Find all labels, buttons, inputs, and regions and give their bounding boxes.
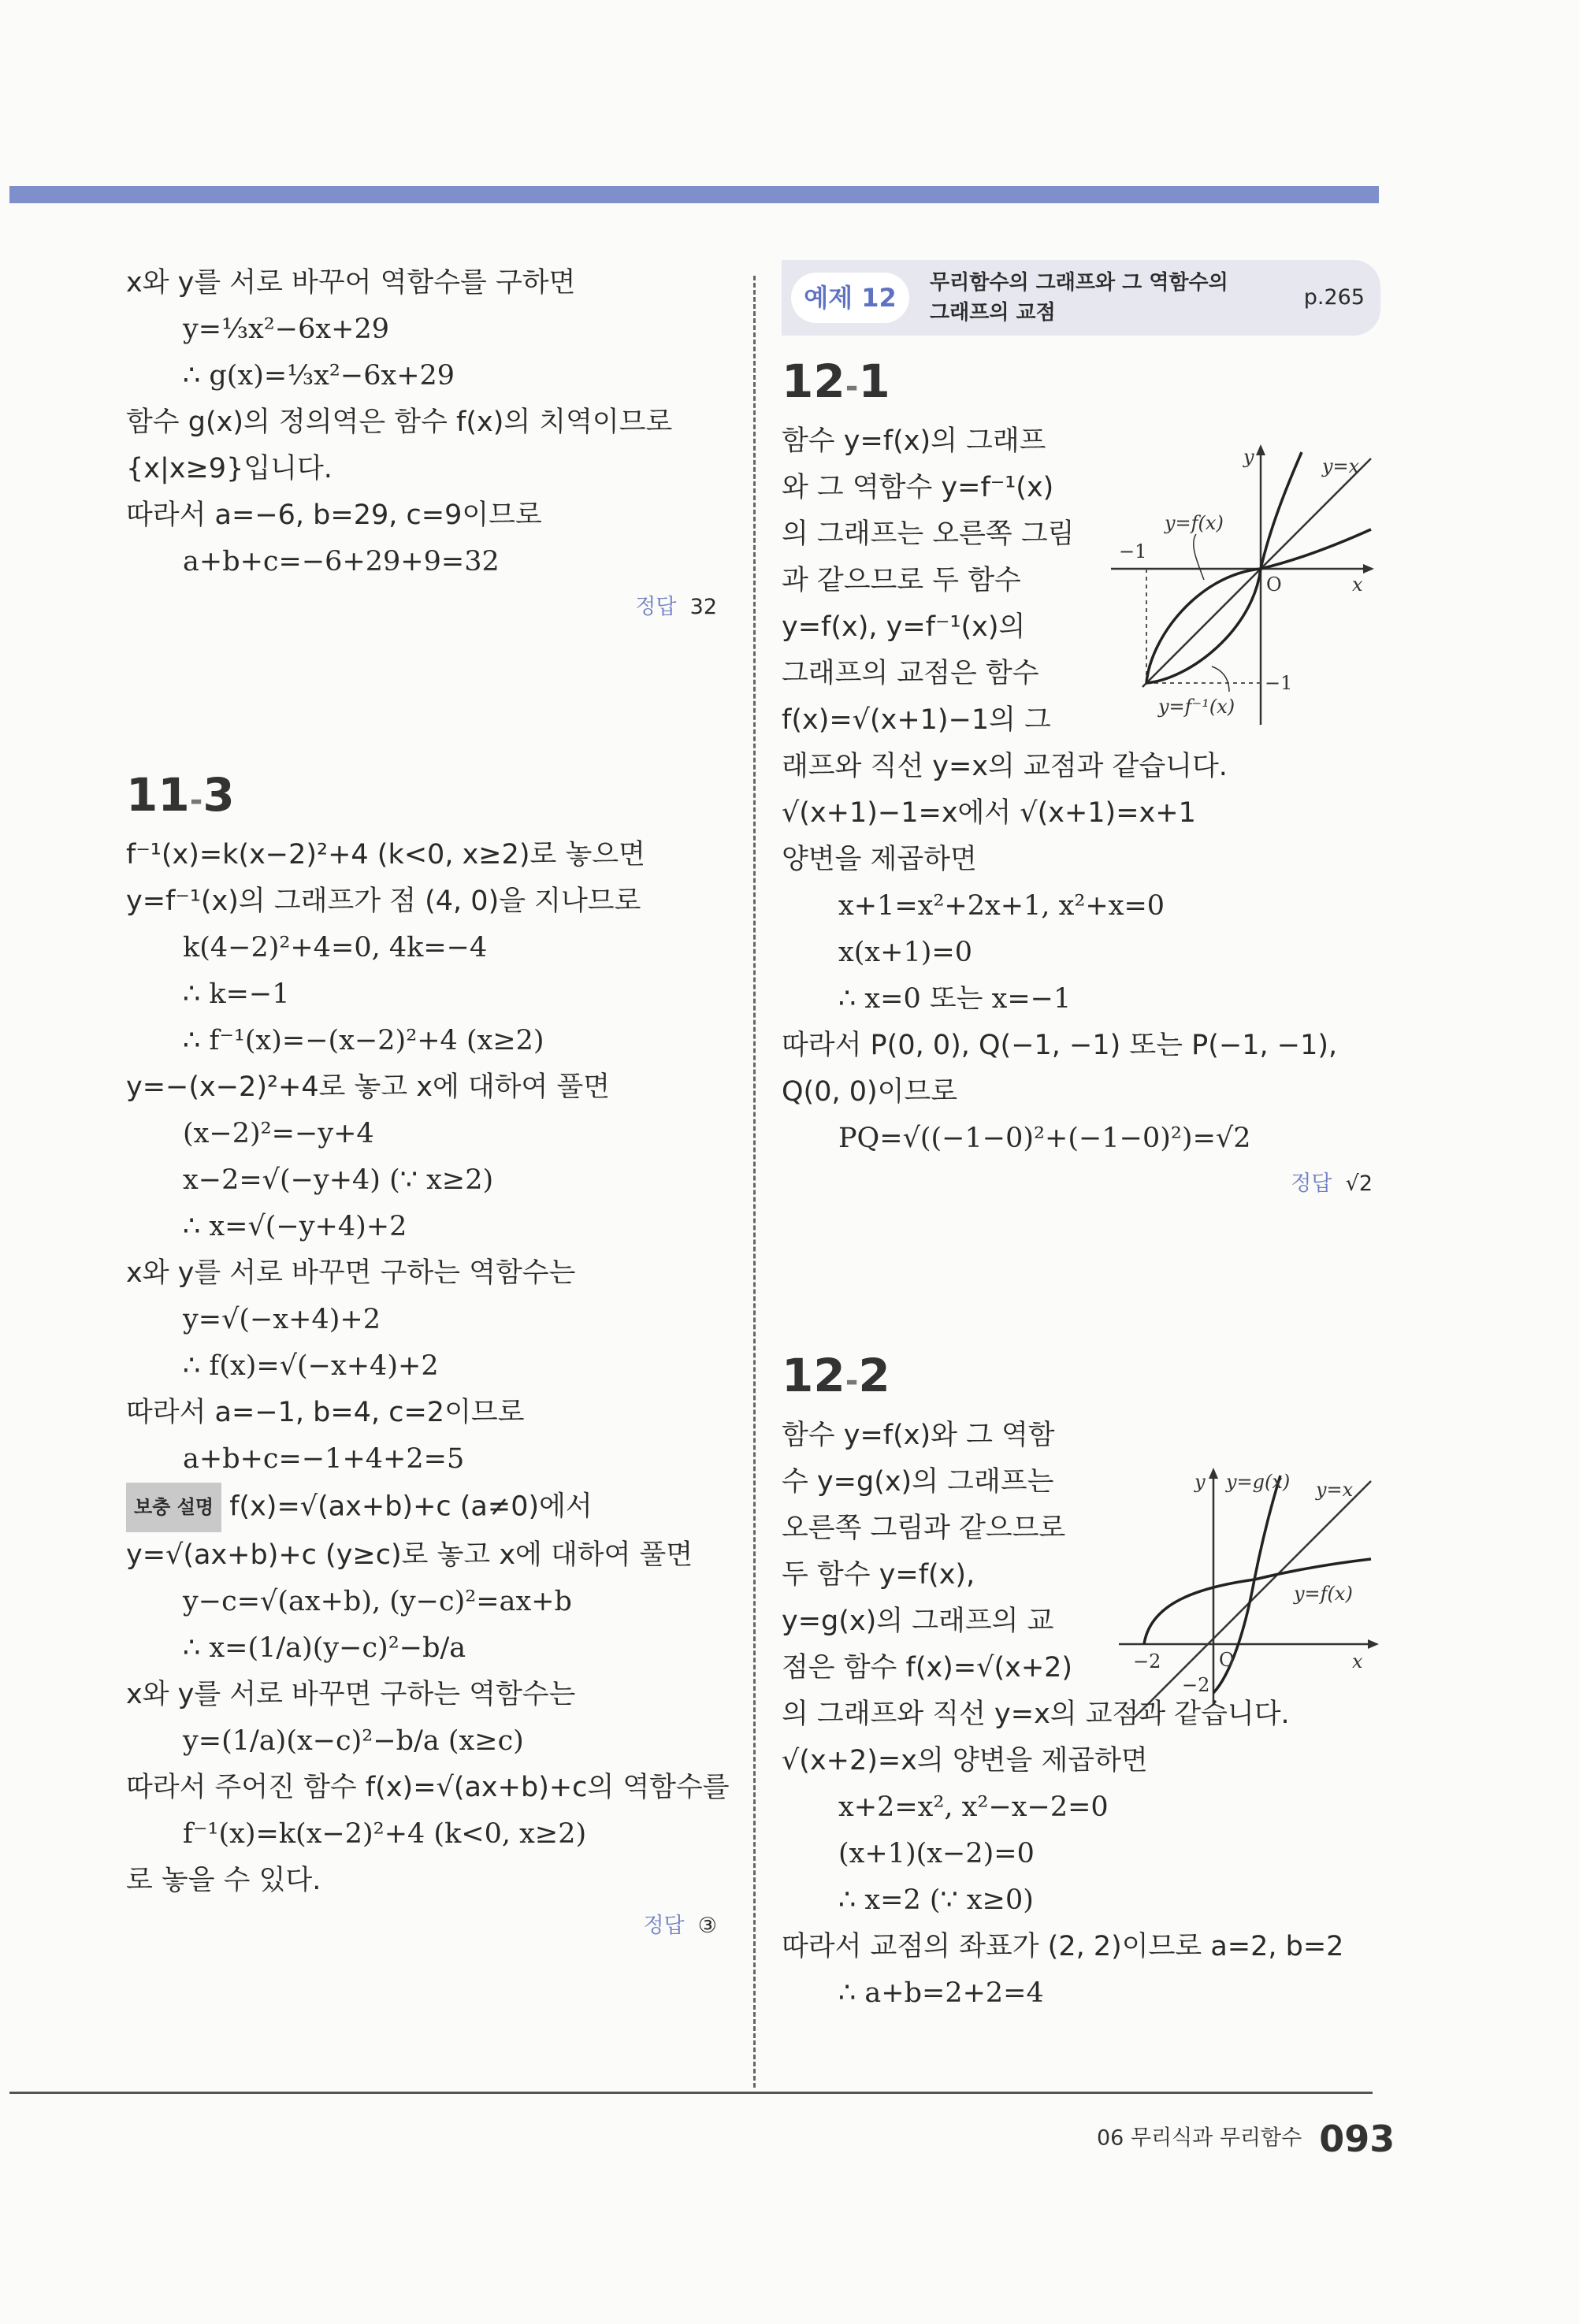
equation-line: (x+1)(x−2)=0 — [838, 1838, 1035, 1869]
text-line: 그래프의 교점은 함수 — [782, 658, 1039, 689]
equation-line: x+2=x², x²−x−2=0 — [838, 1791, 1109, 1823]
page-number: 093 — [1319, 2118, 1395, 2160]
equation-line: ∴ f(x)=√(−x+4)+2 — [183, 1350, 439, 1382]
text-line: 의 그래프와 직선 y=x의 교점과 같습니다. — [782, 1698, 1290, 1730]
equation-line: ∴ g(x)=⅓x²−6x+29 — [183, 360, 455, 392]
equation-line: y=⅓x²−6x+29 — [183, 314, 389, 345]
text-line: 의 그래프는 오른쪽 그림 — [782, 518, 1075, 550]
pointer-line — [1194, 534, 1204, 580]
line-label: y=x — [1316, 1479, 1354, 1501]
text-line: y=f(x), y=f⁻¹(x)의 — [782, 611, 1026, 643]
text-line: 함수 y=f(x)의 그래프 — [782, 425, 1046, 457]
text-line: 두 함수 y=f(x), — [782, 1559, 975, 1591]
equation-line: PQ=√((−1−0)²+(−1−0)²)=√2 — [838, 1123, 1251, 1154]
neg-one-y-label: −1 — [1265, 672, 1293, 694]
top-color-band — [9, 186, 1379, 203]
text-line: 따라서 a=−6, b=29, c=9이므로 — [126, 499, 542, 531]
text-line: 래프와 직선 y=x의 교점과 같습니다. — [782, 751, 1228, 782]
answer-value: √2 — [1345, 1171, 1373, 1196]
text-line: 따라서 P(0, 0), Q(−1, −1) 또는 P(−1, −1), — [782, 1030, 1338, 1061]
text-line: f(x)=√(x+1)−1의 그 — [782, 704, 1051, 736]
curve-f-inverse — [1146, 452, 1302, 683]
text-line: 따라서 주어진 함수 f(x)=√(ax+b)+c의 역함수를 — [126, 1772, 730, 1803]
text-line: y=g(x)의 그래프의 교 — [782, 1606, 1054, 1637]
x-axis-label: x — [1352, 574, 1363, 596]
equation-line: ∴ x=(1/a)(y−c)²−b/a — [183, 1632, 466, 1664]
text-line: 함수 y=f(x)와 그 역함 — [782, 1420, 1055, 1451]
text-line: y=−(x−2)²+4로 놓고 x에 대하여 풀면 — [126, 1071, 611, 1103]
x-arrow-icon — [1363, 564, 1374, 574]
equation-line: ∴ f⁻¹(x)=−(x−2)²+4 (x≥2) — [183, 1025, 544, 1056]
left-column — [126, 260, 730, 1948]
answer-value: 32 — [689, 595, 717, 619]
equation-line: ∴ k=−1 — [183, 978, 290, 1010]
graph-12-1 — [1111, 441, 1379, 741]
text-line: x와 y를 서로 바꾸면 구하는 역함수는 — [126, 1679, 576, 1710]
f-label: y=f(x) — [1165, 512, 1224, 534]
line-label: y=x — [1322, 455, 1360, 477]
problem-number: 12-2 — [782, 1349, 890, 1402]
equation-line: x−2=√(−y+4) (∵ x≥2) — [183, 1164, 494, 1196]
y-arrow-icon — [1209, 1468, 1218, 1479]
text-line: 함수 g(x)의 정의역은 함수 f(x)의 치역이므로 — [126, 407, 673, 438]
y-axis-label: y — [1194, 1471, 1206, 1493]
equation-line: x+1=x²+2x+1, x²+x=0 — [838, 890, 1165, 922]
text-line: y=f⁻¹(x)의 그래프가 점 (4, 0)을 지나므로 — [126, 885, 641, 917]
text-line: y=√(ax+b)+c (y≥c)로 놓고 x에 대하여 풀면 — [126, 1539, 693, 1571]
text-line: x와 y를 서로 바꾸어 역함수를 구하면 — [126, 267, 576, 299]
equation-line: y=√(−x+4)+2 — [183, 1304, 381, 1335]
supplement-line: 보충 설명 f(x)=√(ax+b)+c (a≠0)에서 — [126, 1483, 725, 1532]
neg-two-x-label: −2 — [1133, 1650, 1161, 1672]
answer-label: 정답 — [1291, 1171, 1332, 1196]
y-axis-label: y — [1243, 446, 1254, 468]
equation-line: x(x+1)=0 — [838, 937, 972, 968]
equation-line: a+b+c=−1+4+2=5 — [183, 1443, 465, 1475]
column-divider — [753, 276, 756, 2088]
g-label: y=g(x) — [1226, 1471, 1291, 1493]
text-line: 과 같으므로 두 함수 — [782, 565, 1021, 596]
y-arrow-icon — [1256, 444, 1265, 455]
answer-line — [782, 1162, 1380, 1206]
text-line: Q(0, 0)이므로 — [782, 1076, 958, 1108]
text-line: √(x+2)=x의 양변을 제곱하면 — [782, 1745, 1148, 1776]
text-line: 오른쪽 그림과 같으므로 — [782, 1513, 1066, 1544]
graph-12-2 — [1119, 1461, 1387, 1721]
origin-label: O — [1219, 1649, 1235, 1671]
text-line: 수 y=g(x)의 그래프는 — [782, 1466, 1054, 1498]
answer-value: ③ — [697, 1914, 717, 1938]
chapter-label: 06 무리식과 무리함수 — [1097, 2125, 1302, 2151]
answer-line — [126, 585, 725, 629]
bottom-rule — [9, 2092, 1373, 2094]
neg-one-x-label: −1 — [1119, 540, 1147, 562]
x-arrow-icon — [1368, 1639, 1379, 1649]
equation-line: y−c=√(ax+b), (y−c)²=ax+b — [183, 1586, 572, 1617]
line-y-eq-x — [1142, 458, 1371, 687]
example-header — [782, 260, 1380, 336]
text-line: f⁻¹(x)=k(x−2)²+4 (k<0, x≥2)로 놓으면 — [126, 839, 645, 871]
text-line: 와 그 역함수 y=f⁻¹(x) — [782, 472, 1054, 503]
text-line: 양변을 제곱하면 — [782, 844, 977, 875]
problem-number: 12-1 — [782, 355, 890, 408]
equation-line: k(4−2)²+4=0, 4k=−4 — [183, 932, 488, 963]
equation-line: ∴ x=√(−y+4)+2 — [183, 1211, 407, 1242]
text-line: 로 놓을 수 있다. — [126, 1865, 321, 1896]
example-page-ref: p.265 — [1303, 285, 1365, 310]
text-line: 따라서 교점의 좌표가 (2, 2)이므로 a=2, b=2 — [782, 1931, 1344, 1962]
neg-two-y-label: −2 — [1182, 1674, 1210, 1696]
f-inverse-label: y=f⁻¹(x) — [1158, 696, 1235, 718]
equation-line: ∴ x=2 (∵ x≥0) — [838, 1884, 1034, 1916]
equation-line: ∴ a+b=2+2=4 — [838, 1977, 1044, 2009]
x-axis-label: x — [1352, 1650, 1363, 1672]
text-line: 따라서 a=−1, b=4, c=2이므로 — [126, 1397, 525, 1428]
f-label: y=f(x) — [1294, 1583, 1353, 1605]
page-footer — [1097, 2118, 1395, 2160]
problem-number: 11-3 — [126, 768, 235, 822]
text-line: √(x+1)−1=x에서 √(x+1)=x+1 — [782, 797, 1196, 829]
answer-line — [126, 1904, 725, 1948]
equation-line: a+b+c=−6+29+9=32 — [183, 546, 500, 577]
example-title: 무리함수의 그래프와 그 역함수의 그래프의 교점 — [930, 271, 1228, 325]
origin-label: O — [1266, 574, 1282, 596]
equation-line: f⁻¹(x)=k(x−2)²+4 (k<0, x≥2) — [183, 1818, 587, 1850]
example-tag: 예제 12 — [791, 273, 909, 323]
text-line: 점은 함수 f(x)=√(x+2) — [782, 1652, 1073, 1684]
supplement-badge: 보충 설명 — [126, 1483, 221, 1532]
answer-label: 정답 — [643, 1914, 685, 1938]
equation-line: y=(1/a)(x−c)²−b/a (x≥c) — [183, 1725, 524, 1757]
curve-f — [1146, 529, 1371, 683]
equation-line: (x−2)²=−y+4 — [183, 1118, 374, 1149]
answer-label: 정답 — [635, 595, 677, 619]
text-line: {x|x≥9}입니다. — [126, 453, 333, 484]
text-line: x와 y를 서로 바꾸면 구하는 역함수는 — [126, 1257, 576, 1289]
equation-line: ∴ x=0 또는 x=−1 — [838, 983, 1072, 1015]
pointer-line — [1212, 666, 1229, 692]
